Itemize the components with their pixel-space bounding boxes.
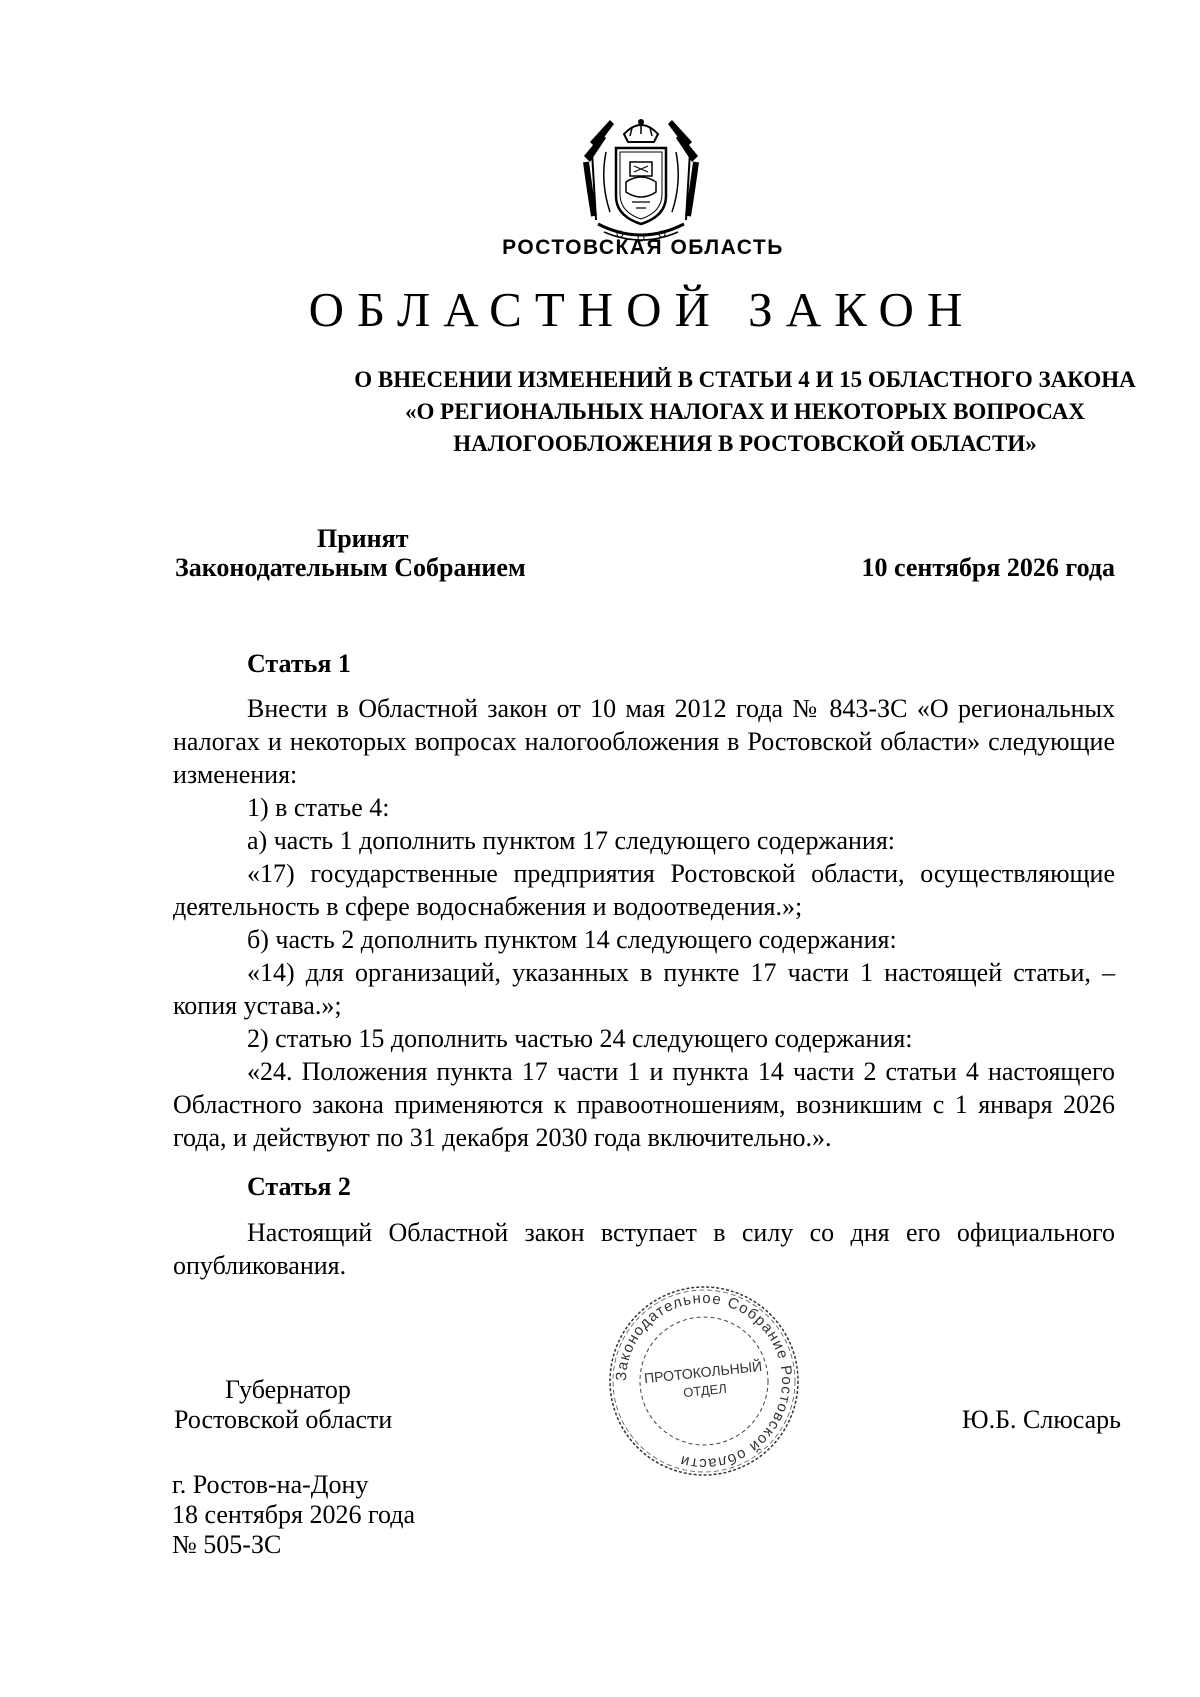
article-1-body	[173, 692, 1115, 1154]
adoption-body: Законодательным Собранием	[175, 553, 526, 582]
document-type-title: ОБЛАСТНОЙ ЗАКОН	[308, 282, 976, 337]
article-paragraph: б) часть 2 дополнить пунктом 14 следующего содержания:	[247, 925, 897, 954]
law-title-line: «О РЕГИОНАЛЬНЫХ НАЛОГАХ И НЕКОТОРЫХ ВОПРОСАХ	[405, 399, 1085, 424]
adoption-label: Принят	[317, 524, 409, 553]
article-paragraph: «14) для организаций, указанных в пункте 17 части 1 настоящей статьи, – копия устава.»;	[173, 958, 1115, 1020]
article-paragraph: а) часть 1 дополнить пунктом 17 следующего содержания:	[247, 826, 896, 855]
adoption-date: 10 сентября 2026 года	[861, 553, 1115, 582]
signatory-name: Ю.Б. Слюсарь	[961, 1405, 1121, 1434]
coat-of-arms-emblem	[580, 112, 702, 246]
article-paragraph: Внести в Областной закон от 10 мая 2012 года № 843-ЗС «О региональных налогах и некоторых вопросах налогообложения в Ростовской области» следующие изменения:	[173, 694, 1115, 789]
official-stamp	[604, 1285, 804, 1477]
stamp-ring-text: Законодательное Собрание Ростовской области	[612, 1289, 796, 1473]
region-name: РОСТОВСКАЯ ОБЛАСТЬ	[502, 236, 784, 259]
article-paragraph: Настоящий Областной закон вступает в силу со дня его официального опубликования.	[173, 1218, 1115, 1280]
article-paragraph: «24. Положения пункта 17 части 1 и пункта 14 части 2 статьи 4 настоящего Областного закона применяются к правоотношениям, возникшим с 1 января 2026 года, и действуют по 31 декабря 2030 года включительно.».	[173, 1057, 1115, 1152]
article-paragraph: 1) в статье 4:	[247, 793, 390, 822]
article-2-heading: Статья 2	[247, 1172, 351, 1201]
article-paragraph: 2) статью 15 дополнить частью 24 следующего содержания:	[247, 1024, 913, 1053]
article-paragraph: «17) государственные предприятия Ростовской области, осуществляющие деятельность в сфере водоснабжения и водоотведения.»;	[173, 859, 1115, 921]
law-title	[0, 364, 1200, 460]
signatory-position: Ростовской области	[174, 1405, 393, 1434]
signing-date: 18 сентября 2026 года	[172, 1500, 416, 1529]
stamp-center-line: ОТДЕЛ	[682, 1380, 728, 1401]
signatory-position: Губернатор	[225, 1375, 351, 1404]
article-1-heading: Статья 1	[247, 649, 351, 678]
law-number: № 505-ЗС	[172, 1530, 282, 1559]
law-title-line: О ВНЕСЕНИИ ИЗМЕНЕНИЙ В СТАТЬИ 4 И 15 ОБЛАСТНОГО ЗАКОНА	[354, 367, 1136, 392]
article-2-body	[173, 1216, 1115, 1282]
place-of-signing: г. Ростов-на-Дону	[172, 1470, 369, 1499]
stamp-center-line: ПРОТОКОЛЬНЫЙ	[643, 1357, 763, 1387]
law-title-line: НАЛОГООБЛОЖЕНИЯ В РОСТОВСКОЙ ОБЛАСТИ»	[453, 431, 1037, 456]
